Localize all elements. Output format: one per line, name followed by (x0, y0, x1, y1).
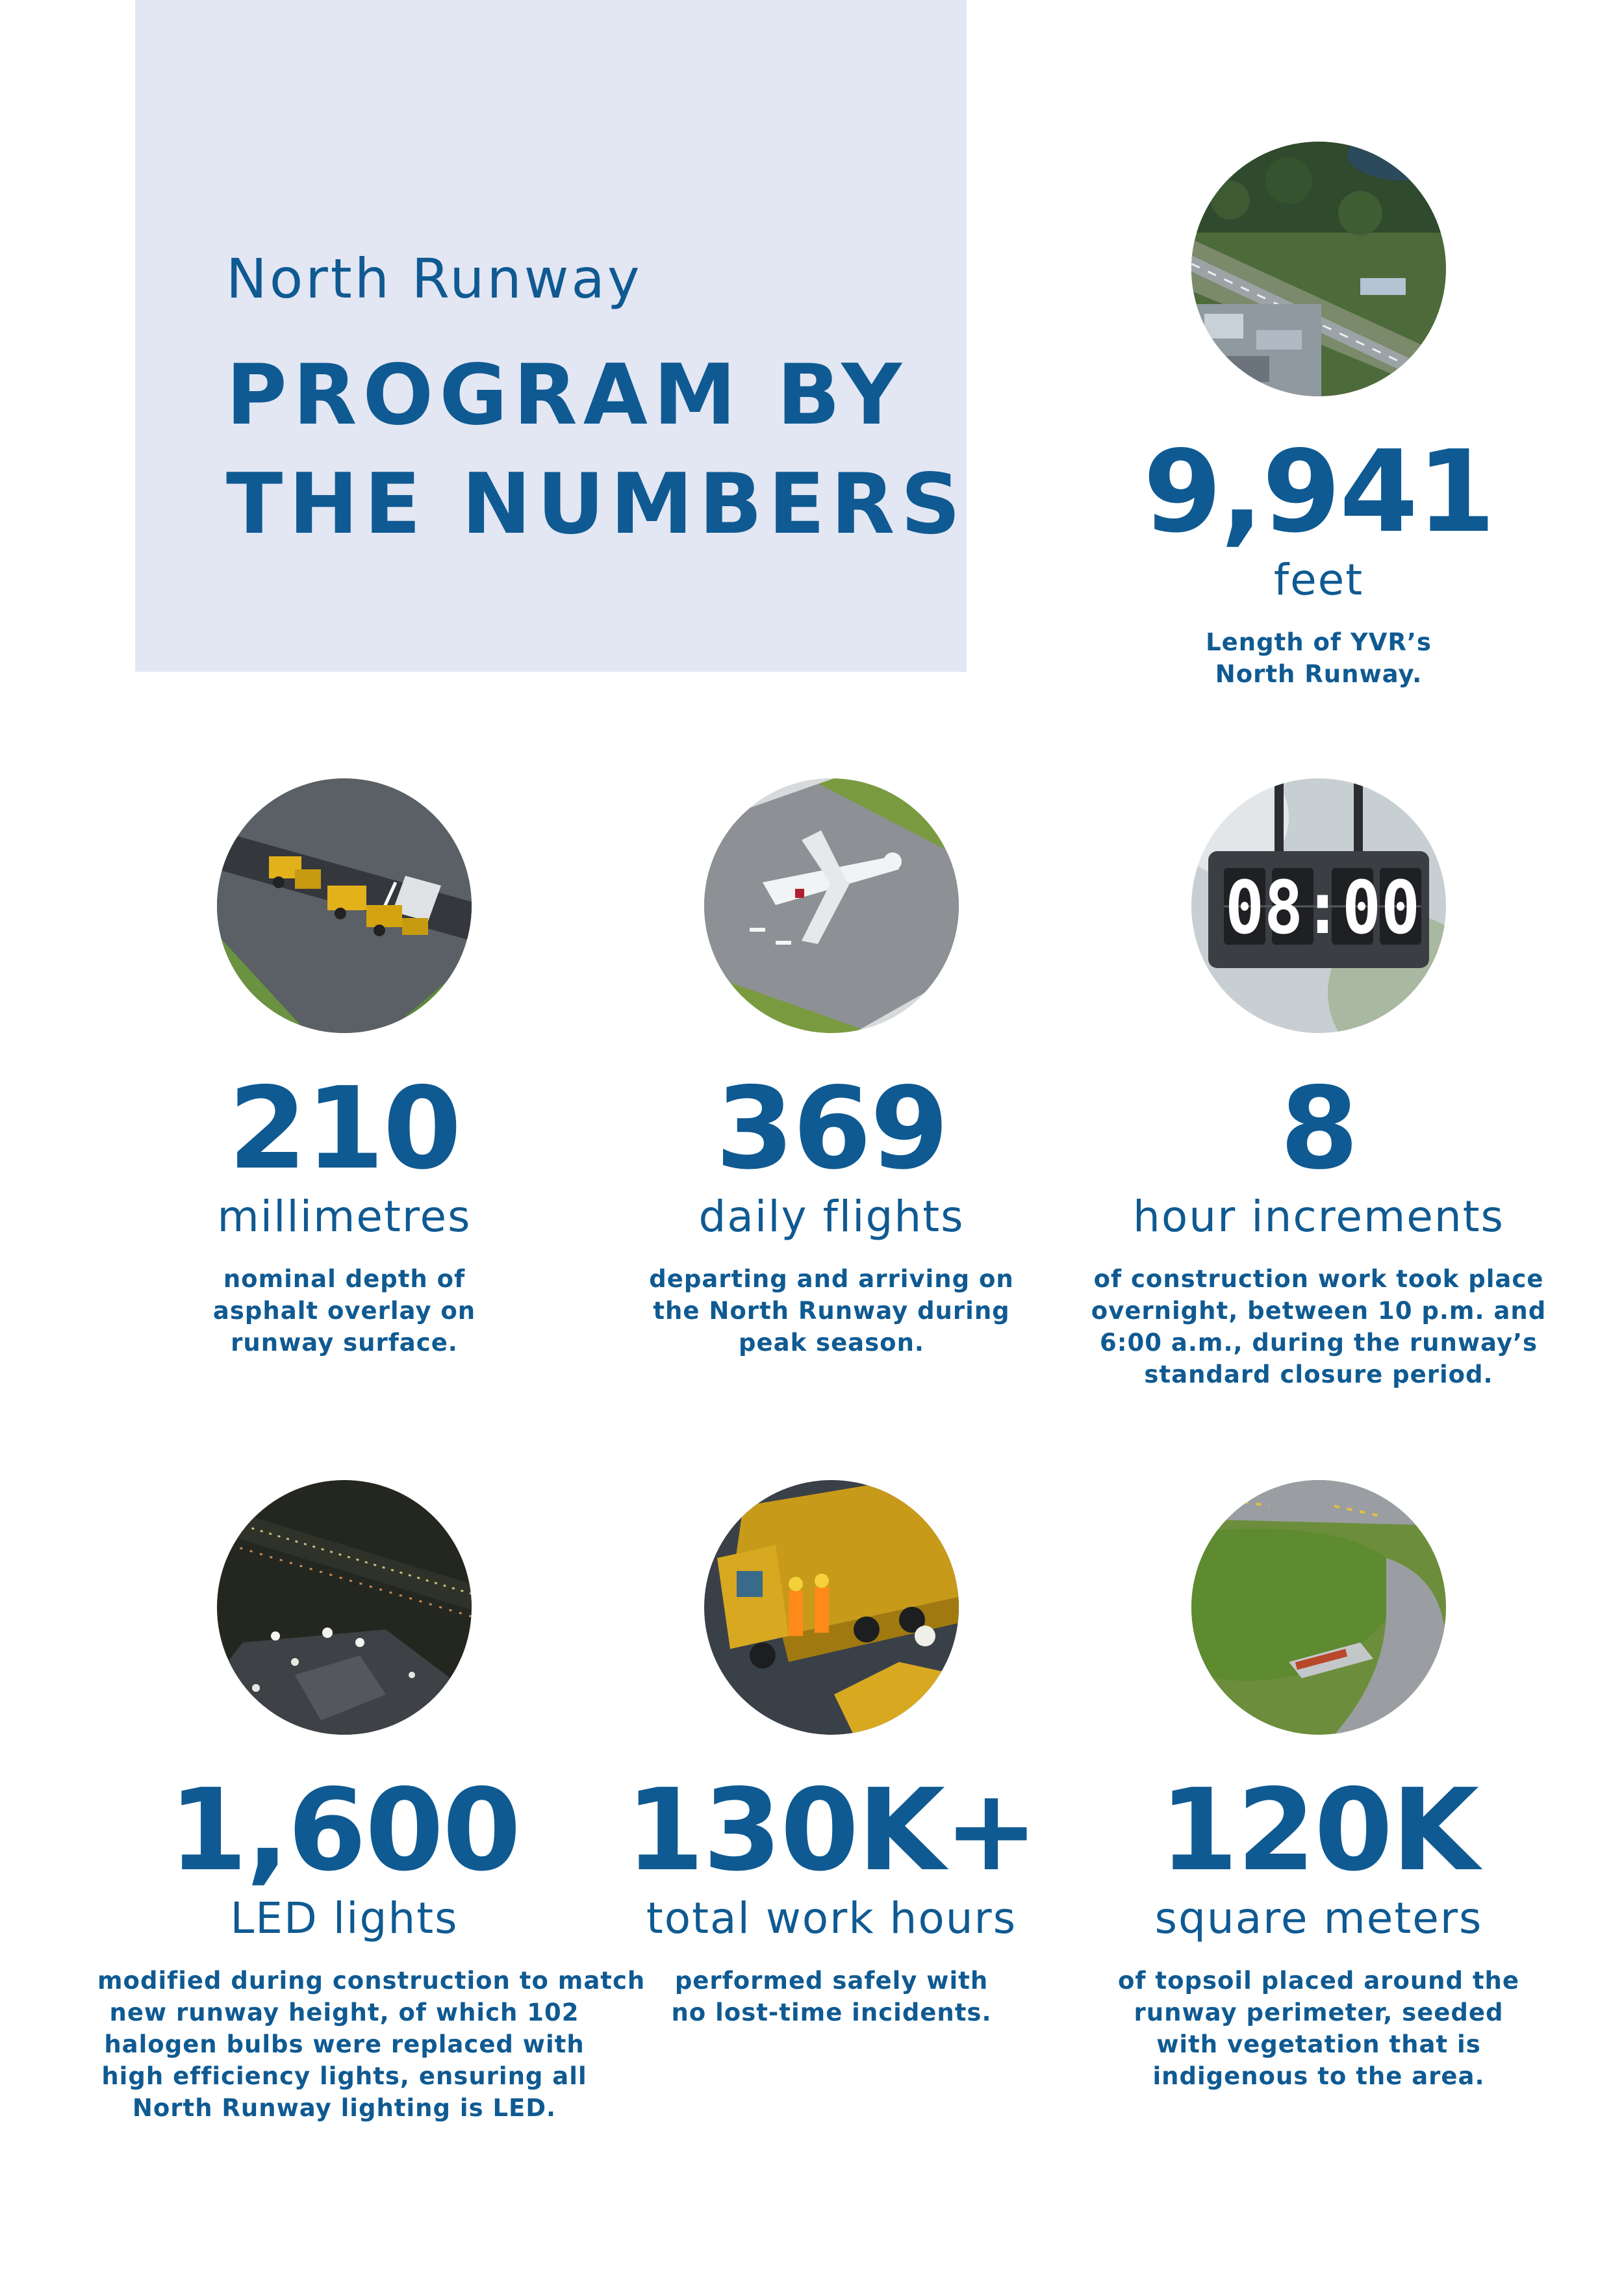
topsoil-perimeter-illustration (1191, 1480, 1446, 1735)
runway-aerial-illustration (1191, 142, 1446, 396)
stat-description-line: departing and arriving on (649, 1265, 1014, 1293)
stat-description-line: the North Runway during (653, 1297, 1010, 1325)
stat-number: 1,600 (168, 1765, 520, 1897)
stat-description (585, 1965, 1078, 2028)
stat-unit: square meters (1154, 1893, 1483, 1943)
stat-description-line: halogen bulbs were replaced with (104, 2030, 585, 2058)
stat-number: 120K (1159, 1765, 1478, 1897)
stat-description-line: runway perimeter, seeded (1134, 1999, 1504, 2026)
stat-description-line: high efficiency lights, ensuring all (101, 2062, 587, 2090)
stat-description (97, 1965, 646, 2124)
stat-hour-increments (1072, 778, 1566, 1390)
stat-unit: feet (1273, 555, 1364, 605)
paving-machines-illustration (217, 778, 472, 1033)
airplane-on-runway-illustration (704, 778, 959, 1033)
stat-description-line: indigenous to the area. (1152, 2062, 1485, 2090)
stat-description-line: peak season. (739, 1329, 924, 1357)
stat-description (1072, 626, 1566, 690)
stat-description-line: with vegetation that is (1156, 2030, 1481, 2058)
stat-number: 210 (228, 1063, 461, 1195)
stat-description-line: modified during construction to match (97, 1967, 646, 1995)
stat-number: 9,941 (1143, 426, 1495, 558)
stat-description-line: 6:00 a.m., during the runway’s (1099, 1329, 1538, 1357)
construction-workers-illustration (704, 1480, 959, 1735)
page-title-line-1: PROGRAM BY (226, 347, 908, 444)
runway-lights-at-night-illustration (217, 1480, 472, 1735)
stat-description (585, 1263, 1078, 1359)
stat-description-line: nominal depth of (223, 1265, 466, 1293)
stat-description-line: overnight, between 10 p.m. and (1091, 1297, 1547, 1325)
clock-display-illustration (1191, 778, 1446, 1033)
page-title-line-2: THE NUMBERS (226, 456, 967, 553)
clock-display-text: 08:00 (1225, 866, 1420, 951)
title-box (135, 0, 967, 672)
stat-description-line: performed safely with (674, 1967, 989, 1995)
stat-description-line: of topsoil placed around the (1117, 1967, 1519, 1995)
stat-work-hours (585, 1480, 1078, 2028)
stat-description-line: runway surface. (231, 1329, 458, 1357)
stat-runway-length (1072, 142, 1566, 690)
stat-number: 369 (715, 1063, 948, 1195)
stat-unit: hour increments (1133, 1192, 1504, 1242)
stat-description (1072, 1263, 1566, 1390)
stat-unit: daily flights (698, 1192, 965, 1242)
stat-led-lights (97, 1480, 646, 2124)
page-title (226, 341, 967, 559)
stat-unit: millimetres (217, 1192, 472, 1242)
stat-description (97, 1263, 591, 1359)
stat-description-line: asphalt overlay on (212, 1297, 476, 1325)
stat-number: 130K+ (626, 1765, 1037, 1897)
stat-description-line: no lost-time incidents. (671, 1999, 992, 2026)
page-subtitle: North Runway (226, 247, 642, 311)
stat-description-line: North Runway. (1215, 660, 1423, 688)
stat-description-line: North Runway lighting is LED. (132, 2094, 557, 2122)
stat-number: 8 (1280, 1063, 1358, 1195)
stat-description-line: Length of YVR’s (1206, 628, 1432, 656)
stat-daily-flights (585, 778, 1078, 1359)
stat-description-line: of construction work took place (1093, 1265, 1544, 1293)
stat-unit: total work hours (646, 1893, 1017, 1943)
stat-unit: LED lights (230, 1893, 459, 1943)
stat-topsoil-area (1072, 1480, 1566, 2092)
stat-asphalt-depth (97, 778, 591, 1359)
stat-description-line: new runway height, of which 102 (109, 1999, 579, 2026)
stat-description-line: standard closure period. (1144, 1361, 1493, 1388)
stat-description (1072, 1965, 1566, 2092)
